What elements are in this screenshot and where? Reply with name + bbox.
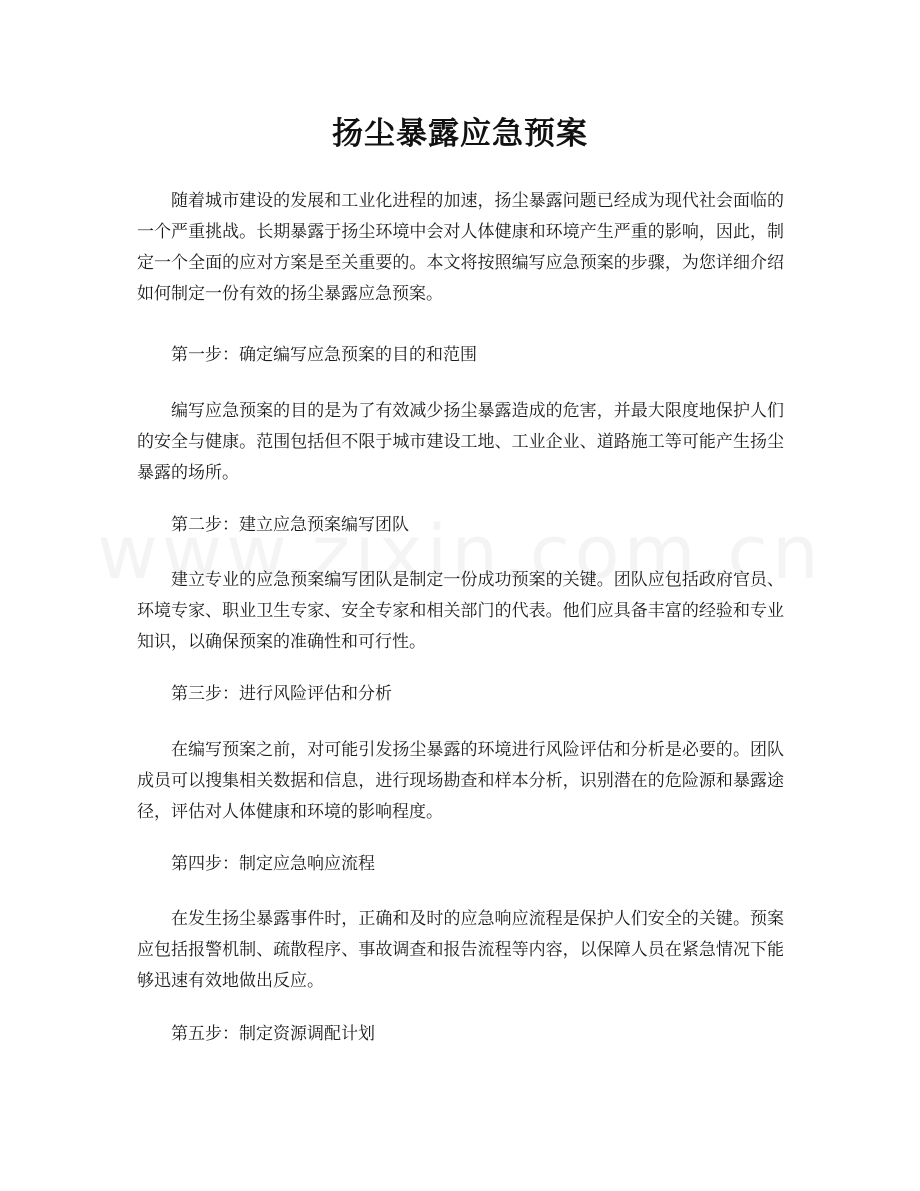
step-1-heading: 第一步：确定编写应急预案的目的和范围 xyxy=(171,345,477,365)
document-title: 扬尘暴露应急预案 xyxy=(332,116,588,152)
intro-paragraph: 随着城市建设的发展和工业化进程的加速，扬尘暴露问题已经成为现代社会面临的一个严重挑战。长期暴露于扬尘环境中会对人体健康和环境产生严重的影响，因此，制定一个全面的应对方案是至关重要的。本文将按照编写应急预案的步骤，为您详细介绍如何制定一份有效的扬尘暴露应急预案。 xyxy=(137,191,784,304)
step-4-heading: 第四步：制定应急响应流程 xyxy=(171,854,375,874)
step-3-heading: 第三步：进行风险评估和分析 xyxy=(171,684,392,704)
step-5-heading: 第五步：制定资源调配计划 xyxy=(171,1024,375,1044)
step-1-paragraph: 编写应急预案的目的是为了有效减少扬尘暴露造成的危害，并最大限度地保护人们的安全与健康。范围包括但不限于城市建设工地、工业企业、道路施工等可能产生扬尘暴露的场所。 xyxy=(137,401,784,483)
step-4-paragraph: 在发生扬尘暴露事件时，正确和及时的应急响应流程是保护人们安全的关键。预案应包括报警机制、疏散程序、事故调查和报告流程等内容，以保障人员在紧急情况下能够迅速有效地做出反应。 xyxy=(137,909,784,991)
step-2-heading: 第二步：建立应急预案编写团队 xyxy=(171,515,409,535)
step-3-paragraph: 在编写预案之前，对可能引发扬尘暴露的环境进行风险评估和分析是必要的。团队成员可以搜集相关数据和信息，进行现场勘查和样本分析，识别潜在的危险源和暴露途径，评估对人体健康和环境的影响程度。 xyxy=(137,740,784,822)
step-2-paragraph: 建立专业的应急预案编写团队是制定一份成功预案的关键。团队应包括政府官员、环境专家、职业卫生专家、安全专家和相关部门的代表。他们应具备丰富的经验和专业知识，以确保预案的准确性和可行性。 xyxy=(137,570,784,652)
